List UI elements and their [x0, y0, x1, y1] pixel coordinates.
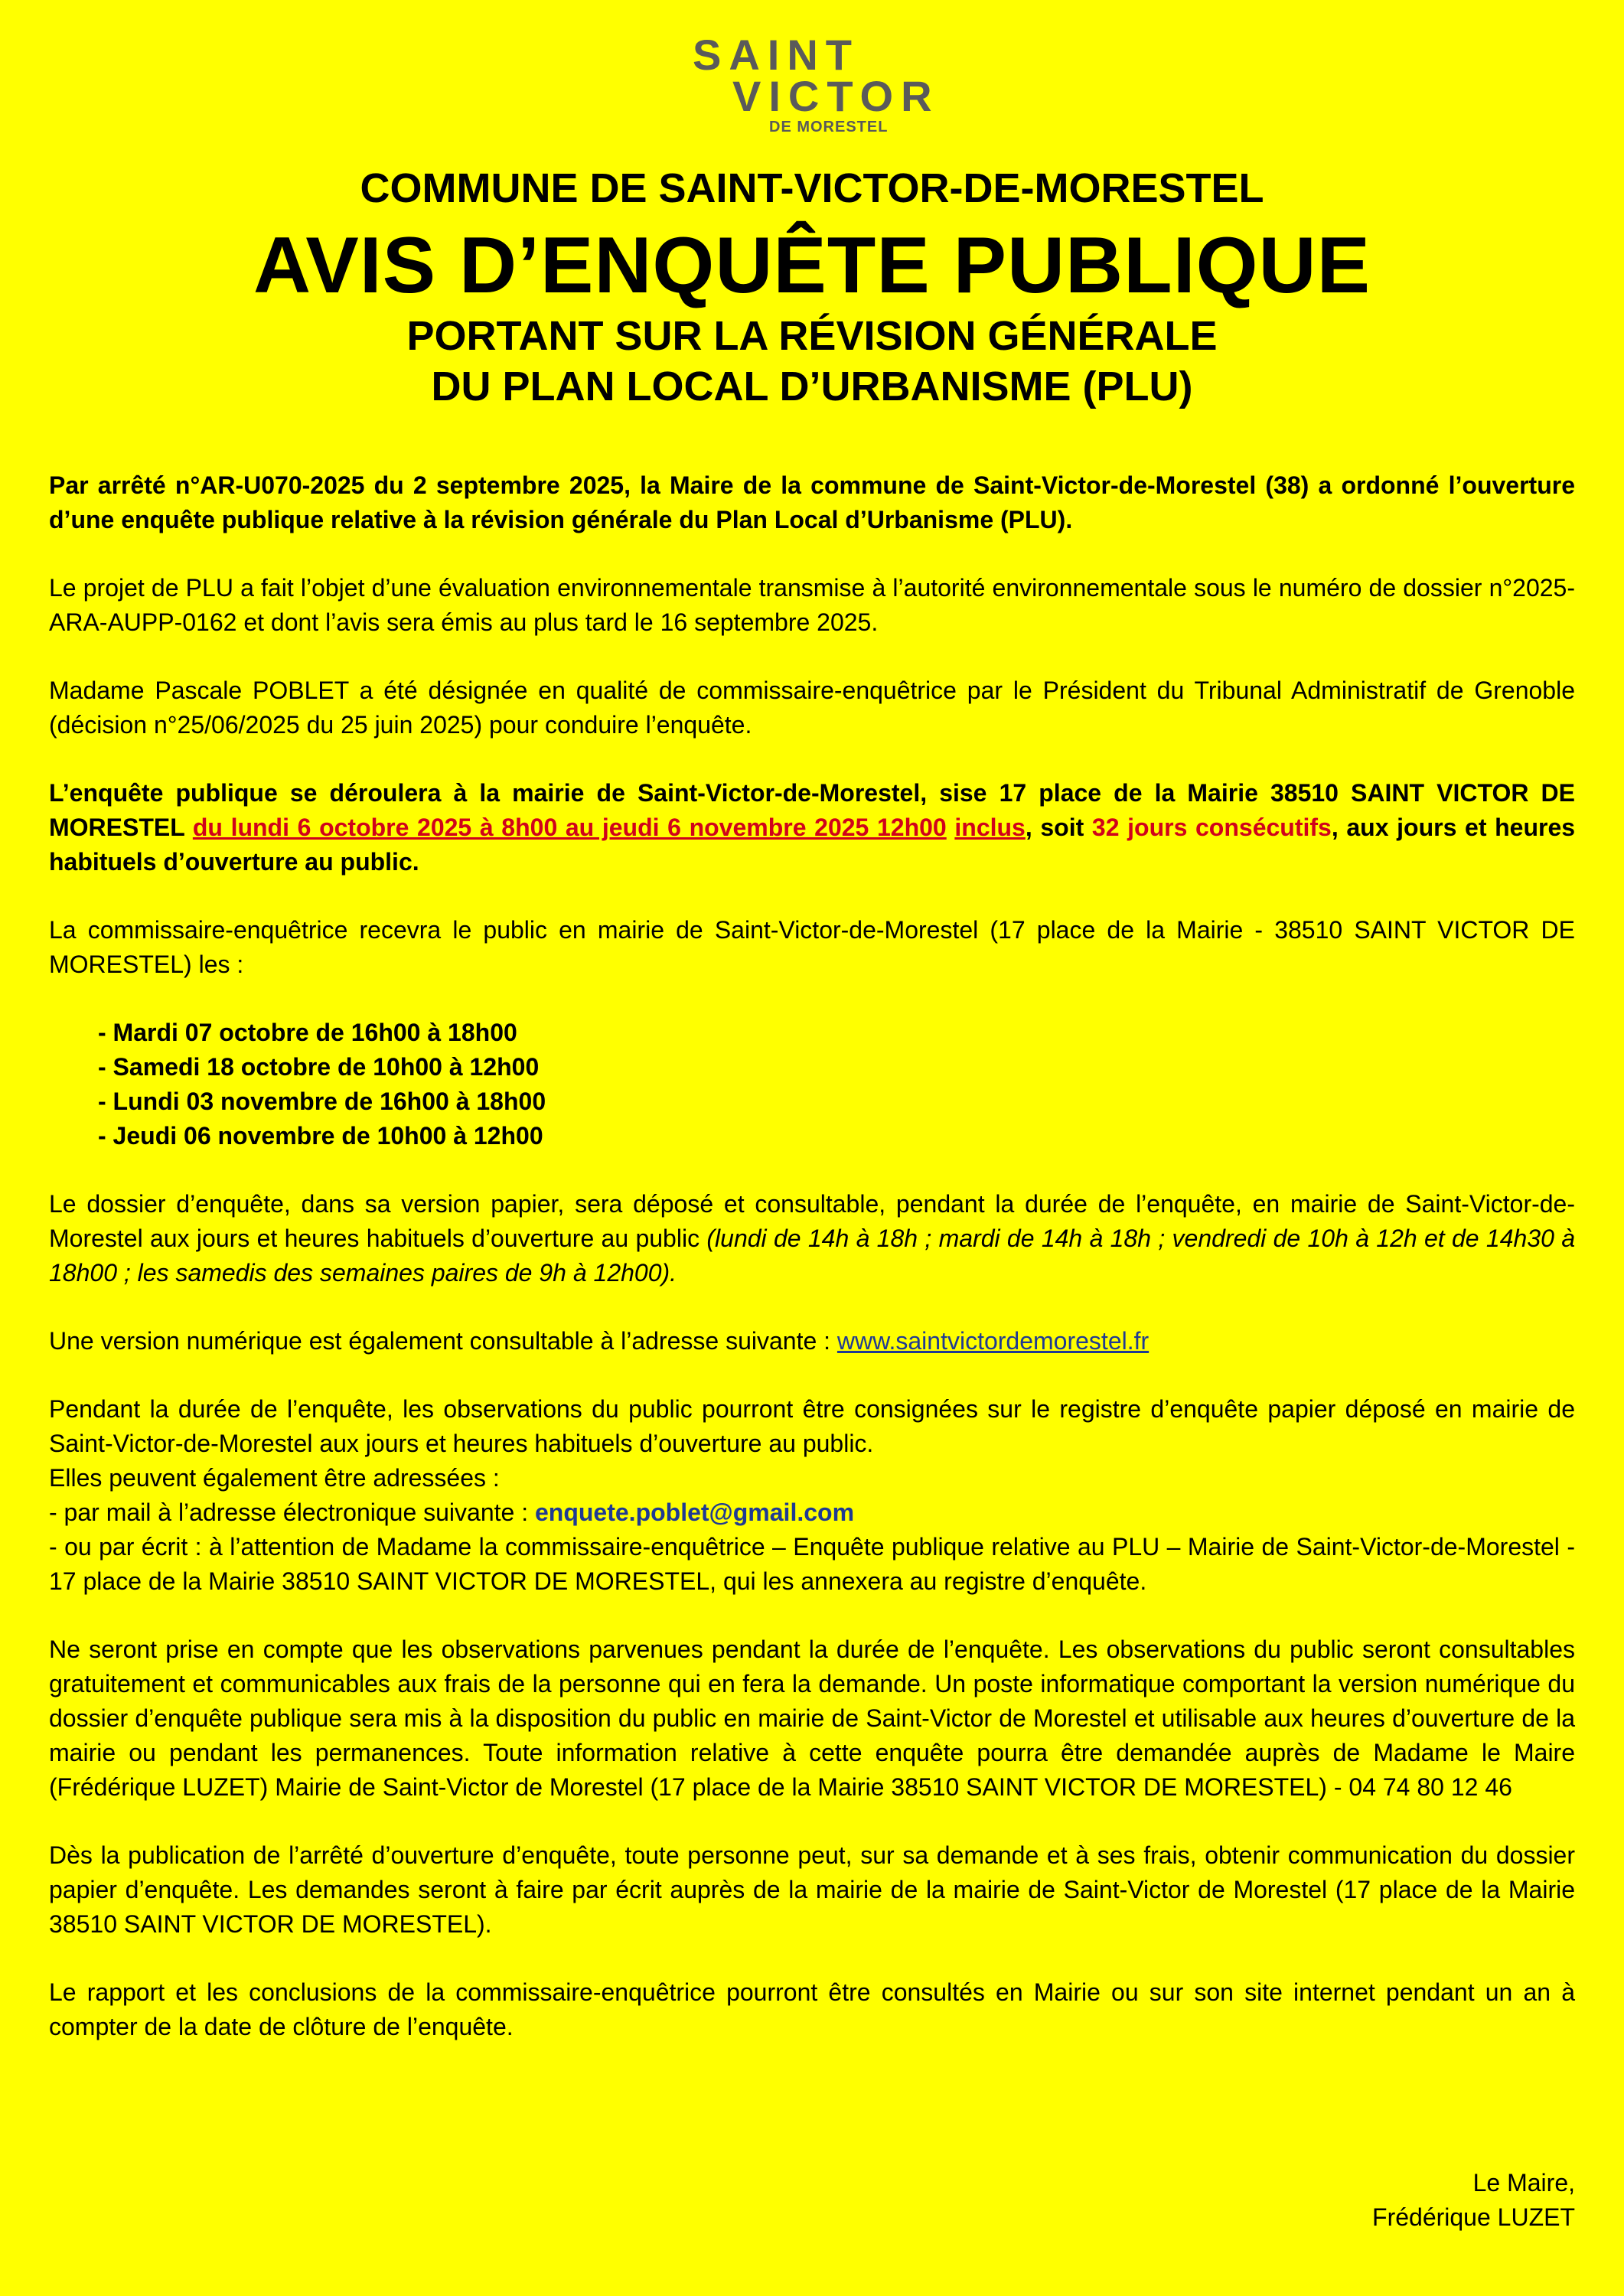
- logo-wordmark: [693, 32, 938, 147]
- spacer-text: [947, 814, 955, 841]
- paragraph-dossier: [49, 1187, 1575, 1290]
- duration-text: 32 jours consécutifs: [1091, 814, 1332, 841]
- inclus-text: inclus: [954, 814, 1026, 841]
- commune-heading: COMMUNE DE SAINT-VICTOR-DE-MORESTEL: [360, 165, 1264, 211]
- list-item: - Mardi 07 octobre de 16h00 à 18h00: [98, 1019, 517, 1046]
- paragraph-commissaire: Madame Pascale POBLET a été désignée en qualité de commissaire-enquêtrice par le Président du Tribunal Administratif de Grenoble (décision n°25/06/2025 du 25 juin 2025) pour conduire l’enquête.: [49, 677, 1575, 739]
- paragraph-rapport: Le rapport et les conclusions de la commissaire-enquêtrice pourront être consultés en Mairie ou sur son site internet pendant un an à compter de la date de clôture de l’enquête.: [49, 1978, 1575, 2040]
- logo-line-2: VICTOR: [732, 72, 940, 120]
- opening-hours-text: , aux jours et heures habituels d’ouverture au public.: [49, 814, 1576, 876]
- paragraph-website: [49, 1324, 1575, 1358]
- notice-body: [49, 468, 1575, 2078]
- website-intro: Une version numérique est également consultable à l’adresse suivante :: [49, 1327, 837, 1355]
- logo-line-3: DE MORESTEL: [769, 119, 889, 135]
- paragraph-arrete: Par arrêté n°AR-U070-2025 du 2 septembre 2025, la Maire de la commune de Saint-Victor-de-Morestel (38) a ordonné l’ouverture d’une enquête publique relative à la révision générale du Plan Local d’Urbanisme (PLU).: [49, 471, 1575, 533]
- title-block: [0, 161, 1624, 412]
- logo-line-1: SAINT: [693, 31, 859, 79]
- permanences-list: [49, 1016, 1575, 1153]
- list-item: - Samedi 18 octobre de 10h00 à 12h00: [98, 1053, 540, 1081]
- paragraph-conditions: Ne seront prise en compte que les observations parvenues pendant la durée de l’enquête. Les observations du public seront consultables gratuitement et communicables aux frais de la personne qui en fera la demande. Un poste informatique comportant la version numérique du dossier d’enquête publique sera mis à la disposition du public en mairie de Saint-Victor de Morestel et utilisable aux heures d’ouverture de la mairie ou pendant les permanences. Toute information relative à cette enquête pourra être demandée auprès de Madame le Maire (Frédérique LUZET) Mairie de Saint-Victor de Morestel (17 place de la Mairie 38510 SAINT VICTOR DE MORESTEL) - 04 74 80 12 46: [49, 1636, 1575, 1801]
- dossier-text: Le dossier d’enquête, dans sa version papier, sera déposé et consultable, pendant la durée de l’enquête, en mairie de Saint-Victor-de-Morestel aux jours et heures habituels d’ouverture au public: [49, 1190, 1575, 1252]
- observations-address-intro: Elles peuvent également être adressées :: [49, 1464, 500, 1492]
- written-text: - ou par écrit : à l’attention de Madame la commissaire-enquêtrice – Enquête publique relative au PLU – Mairie de Saint-Victor-de-Morestel - 17 place de la Mairie 38510 SAINT VICTOR DE MORESTEL, qui les annexera au registre d’enquête.: [49, 1533, 1575, 1595]
- observations-text: Pendant la durée de l’enquête, les observations du public pourront être consignées sur le registre d’enquête papier déposé en mairie de Saint-Victor-de-Morestel aux jours et heures habituels d’ouverture au public.: [49, 1395, 1575, 1457]
- location-text: L’enquête publique se déroulera à la mairie de Saint-Victor-de-Morestel, sise 17 place de la Mairie 38510 SAINT VICTOR DE MORESTEL: [49, 779, 1575, 841]
- list-item: - Jeudi 06 novembre de 10h00 à 12h00: [98, 1122, 543, 1150]
- mail-text: - par mail à l’adresse électronique suivante :: [49, 1499, 535, 1526]
- paragraph-observations: [49, 1392, 1575, 1599]
- paragraph-communication: Dès la publication de l’arrêté d’ouverture d’enquête, toute personne peut, sur sa demande et à ses frais, obtenir communication du dossier papier d’enquête. Les demandes seront à faire par écrit auprès de la mairie de la mairie de Saint-Victor de Morestel (17 place de la Mairie 38510 SAINT VICTOR DE MORESTEL).: [49, 1841, 1575, 1938]
- website-link[interactable]: www.saintvictordemorestel.fr: [836, 1327, 1150, 1355]
- paragraph-evaluation: Le projet de PLU a fait l’objet d’une évaluation environnementale transmise à l’autorité environnementale sous le numéro de dossier n°2025-ARA-AUPP-0162 et dont l’avis sera émis au plus tard le 16 septembre 2025.: [49, 574, 1575, 636]
- subtitle-line-2: DU PLAN LOCAL D’URBANISME (PLU): [431, 364, 1193, 409]
- page-title: AVIS D’ENQUÊTE PUBLIQUE: [253, 221, 1371, 310]
- list-item: - Lundi 03 novembre de 16h00 à 18h00: [98, 1088, 546, 1115]
- soit-text: , soit: [1025, 814, 1092, 841]
- email-link[interactable]: enquete.poblet@gmail.com: [534, 1499, 855, 1526]
- signature: [1372, 2166, 1575, 2235]
- opening-hours: (lundi de 14h à 18h ; mardi de 14h à 18h ; vendredi de 10h à 12h et de 14h30 à 18h00 ; les samedis des semaines paires de 9h à 12h00).: [49, 1225, 1576, 1287]
- signature-role: Le Maire,: [1472, 2169, 1575, 2197]
- signature-name: Frédérique LUZET: [1372, 2203, 1575, 2231]
- paragraph-permanences: [49, 913, 1575, 982]
- permanences-intro: La commissaire-enquêtrice recevra le public en mairie de Saint-Victor-de-Morestel (17 place de la Mairie - 38510 SAINT VICTOR DE MORESTEL) les :: [49, 916, 1575, 978]
- logo: [0, 32, 1624, 147]
- enquete-dates: du lundi 6 octobre 2025 à 8h00 au jeudi 6 novembre 2025 12h00: [192, 814, 947, 841]
- paragraph-enquete-dates: [49, 776, 1575, 879]
- subtitle-line-1: PORTANT SUR LA RÉVISION GÉNÉRALE: [406, 313, 1218, 359]
